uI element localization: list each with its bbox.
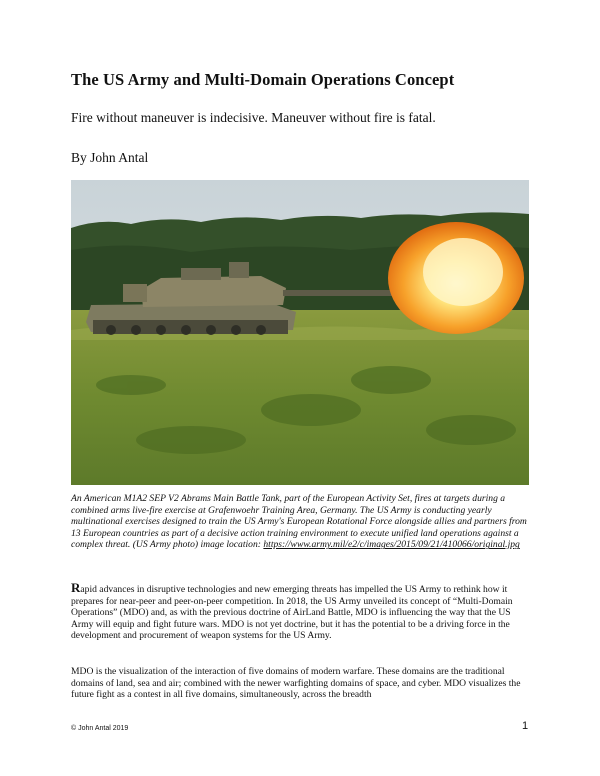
figure-caption (71, 493, 533, 551)
article-byline: By John Antal (71, 150, 149, 165)
caption-image-link[interactable]: https://www.army.mil/e2/c/images/2015/09/21/410066/original.jpg (263, 539, 520, 551)
paragraph-1-text: apid advances in disruptive technologies and new emerging threats has impelled the US Army to rethink how it prepares for near-peer and peer-on-peer competition. In 2018, the US Army unveiled its concept of “Multi-Domain Operations” (MDO) and, as with the previous doctrine of AirLand Battle, MDO is influencing the way that the US Army will equip and fight future wars. MDO is not yet doctrine, but it has the potential to be a driving force in the development and procurement of weapon systems for the US Army. (71, 584, 513, 642)
caption-text: An American M1A2 SEP V2 Abrams Main Battle Tank, part of the European Activity Set, fires at targets during a combined arms live-fire exercise at Grafenwoehr Training Area, Germany. The US Army is conducting yearly multinational exercises designed to train the US Army's European Rotational Force alongside allies and partners from 13 European countries as part of a decisive action training environment to execute unified land operations against a complex threat. (US Army photo) image location: (71, 493, 527, 551)
article-title: The US Army and Multi-Domain Operations Concept (71, 70, 455, 89)
page-number: 1 (522, 720, 529, 732)
article-subtitle: Fire without maneuver is indecisive. Maneuver without fire is fatal. (71, 110, 436, 125)
body-paragraph-2: MDO is the visualization of the interaction of five domains of modern warfare. These domains are the traditional domains of land, sea and air; combined with the newer warfighting domains of space, and cyber. MDO visualizes the future fight as a contest in all five domains, simultaneously, across the breadth (71, 666, 521, 701)
drop-cap: R (71, 580, 81, 595)
footer-copyright: © John Antal 2019 (71, 725, 129, 732)
tank-firing-photo (71, 180, 529, 485)
body-paragraph-1 (71, 580, 533, 642)
